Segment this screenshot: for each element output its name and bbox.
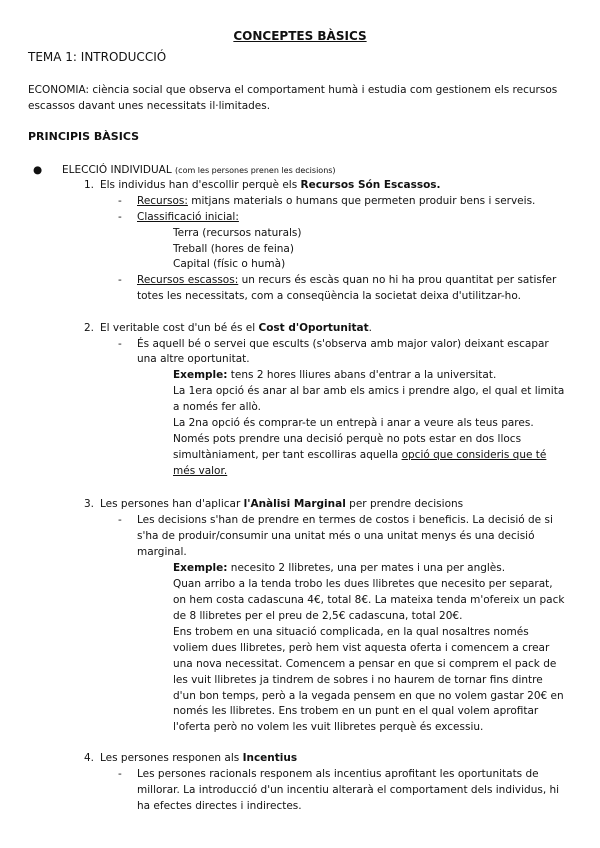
example-label: Exemple: bbox=[173, 369, 228, 381]
p3-example-line-11: l'oferta però no volem les vuit llibretes perquè és excessiu. bbox=[173, 721, 484, 733]
dash-marker: - bbox=[118, 195, 122, 207]
p2-example-underlined-end: més valor. bbox=[173, 465, 228, 477]
p3-example-line-2: Quan arribo a la tenda trobo les dues llibretes que necesito per separat, bbox=[173, 578, 553, 590]
dash-marker: - bbox=[118, 338, 122, 350]
p2-example-line-6 bbox=[173, 448, 546, 464]
eleccio-heading bbox=[62, 163, 336, 179]
p2-example-line-2: La 1era opció és anar al bar amb els amics i prendre algo, el qual et limita bbox=[173, 385, 565, 397]
principle-1-bold: Recursos Són Escassos. bbox=[300, 179, 441, 191]
eleccio-note: (com les persones prenen les decisions) bbox=[175, 166, 336, 175]
p2-dash-line-1: És aquell bé o servei que escults (s'observa amb major valor) deixant escapar bbox=[137, 338, 549, 350]
escassos-label: Recursos escassos: bbox=[137, 274, 239, 286]
p2-example-underlined: opció que consideris que té bbox=[401, 449, 547, 461]
terra-item: Terra (recursos naturals) bbox=[173, 227, 302, 239]
p3-example-line-4: de 8 llibretes per el preu de 2,5€ cadascuna, total 20€. bbox=[173, 610, 463, 622]
principle-3-title bbox=[100, 497, 463, 513]
p2-example-line-3: a només fer allò. bbox=[173, 401, 262, 413]
page-title: CONCEPTES BÀSICS bbox=[233, 29, 367, 43]
recursos-text: mitjans materials o humans que permeten produir bens i serveis. bbox=[187, 195, 536, 207]
p3-dash-line-1: Les decisions s'han de prendre en termes de costos i beneficis. La decisió de si bbox=[137, 514, 553, 526]
principle-3-bold: l'Anàlisi Marginal bbox=[243, 498, 346, 510]
principle-2-bold: Cost d'Oportunitat bbox=[258, 322, 369, 334]
escassos-text: un recurs és escàs quan no hi ha prou quantitat per satisfer bbox=[238, 274, 557, 286]
list-number: 2. bbox=[84, 322, 95, 334]
p2-example-line-5: Només pots prendre una decisió perquè no pots estar en dos llocs bbox=[173, 433, 522, 445]
principle-4-bold: Incentius bbox=[242, 752, 298, 764]
p3-example-line-9: d'un bon temps, però a la vegada pensem en que no volem gastar 20€ en bbox=[173, 690, 564, 702]
p4-dash-line-2: millorar. La introducció d'un incentiu alterarà el comportament dels individus, hi bbox=[137, 784, 560, 796]
classificacio-label: Classificació inicial: bbox=[137, 211, 239, 223]
p2-dash-line-2: una altre oportunitat. bbox=[137, 353, 250, 365]
p2-example-line-4: La 2na opció és comprar-te un entrepà i anar a veure als teus pares. bbox=[173, 417, 534, 429]
example-label: Exemple: bbox=[173, 562, 228, 574]
p3-example-line-1 bbox=[173, 561, 505, 577]
recursos-line bbox=[137, 194, 535, 210]
capital-item: Capital (físic o humà) bbox=[173, 258, 286, 270]
p3-example-line-3: on hem costa cadascuna 4€, total 8€. La mateixa tenda m'ofereix un pack bbox=[173, 594, 565, 606]
dash-marker: - bbox=[118, 274, 122, 286]
principle-3-end: per prendre decisions bbox=[345, 498, 464, 510]
principle-2-end: . bbox=[368, 322, 372, 334]
dash-marker: - bbox=[118, 768, 122, 780]
section-heading: PRINCIPIS BÀSICS bbox=[28, 130, 140, 143]
dash-marker: - bbox=[118, 514, 122, 526]
principle-4-title bbox=[100, 751, 297, 767]
principle-2-title bbox=[100, 321, 372, 337]
classificacio-line bbox=[137, 210, 239, 226]
principle-4-intro: Les persones responen als bbox=[100, 752, 243, 764]
p4-dash-line-3: ha efectes directes i indirectes. bbox=[137, 800, 302, 812]
principle-1-title bbox=[100, 178, 441, 194]
p2-example-text: tens 2 hores lliures abans d'entrar a la universitat. bbox=[227, 369, 497, 381]
p4-dash-line-1: Les persones racionals responem als incentius aprofitant les oportunitats de bbox=[137, 768, 539, 780]
bullet-icon: ● bbox=[33, 164, 43, 176]
p3-example-line-7: una nova necessitat. Comencem a pensar en que si comprem el pack de bbox=[173, 658, 557, 670]
p3-dash-line-2: s'ha de produir/consumir una unitat més o una unitat menys és una decisió bbox=[137, 530, 535, 542]
p2-example-line-7 bbox=[173, 464, 227, 480]
economia-definition: ECONOMIA: ciència social que observa el comportament humà i estudia com gestionem els recursos escassos davant unes necessitats il·limitades. bbox=[28, 84, 558, 112]
p3-example-text: necesito 2 llibretes, una per mates i una per anglès. bbox=[227, 562, 506, 574]
p2-example-line-1 bbox=[173, 368, 496, 384]
list-number: 1. bbox=[84, 179, 95, 191]
p3-example-line-6: voliem dues llibretes, però hem vist aquesta oferta i comencem a crear bbox=[173, 642, 550, 654]
p3-example-line-8: les vuit llibretes ja tindrem de sobres i no haurem de tornar fins dintre bbox=[173, 674, 543, 686]
principle-2-intro: El veritable cost d'un bé és el bbox=[100, 322, 259, 334]
p3-example-line-10: només les llibretes. Ens trobem en un punt en el qual volem aprofitar bbox=[173, 705, 539, 717]
p2-example-text: simultàniament, per tant escolliras aquella bbox=[173, 449, 402, 461]
list-number: 3. bbox=[84, 498, 95, 510]
eleccio-label: ELECCIÓ INDIVIDUAL bbox=[62, 164, 172, 176]
principle-3-intro: Les persones han d'aplicar bbox=[100, 498, 244, 510]
escassos-line-2: totes les necessitats, com a conseqüència la societat deixa d'utilitzar-ho. bbox=[137, 290, 521, 302]
treball-item: Treball (hores de feina) bbox=[173, 243, 294, 255]
p3-example-line-5: Ens trobem en una situació complicada, en la qual nosaltres només bbox=[173, 626, 529, 638]
p3-dash-line-3: marginal. bbox=[137, 546, 187, 558]
recursos-label: Recursos: bbox=[137, 195, 188, 207]
topic-heading: TEMA 1: INTRODUCCIÓ bbox=[28, 50, 167, 64]
principle-1-intro: Els individus han d'escollir perquè els bbox=[100, 179, 301, 191]
dash-marker: - bbox=[118, 211, 122, 223]
list-number: 4. bbox=[84, 752, 95, 764]
escassos-line bbox=[137, 273, 556, 289]
